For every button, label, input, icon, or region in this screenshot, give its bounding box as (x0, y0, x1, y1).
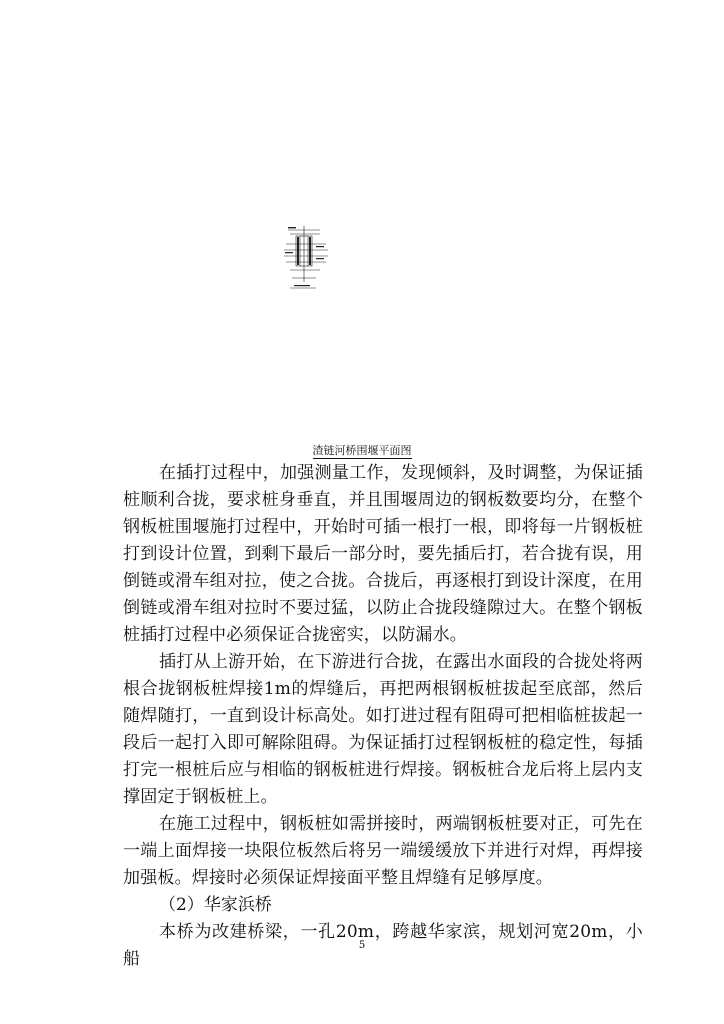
section-heading: （2）华家浜桥 (159, 895, 272, 915)
paragraph-1: 在插打过程中，加强测量工作，发现倾斜，及时调整，为保证插桩顺利合拢，要求桩身垂直，并且围堰周边的钢板数要均分，在整个钢板桩围堰施打过程中，开始时可插一根打一根，即将每一片钢板桩打到设计位置，到剩下最后一部分时，要先插后打，若合拢有误，用倒链或滑车组对拉，使之合拢。合拢后，再逐根打到设计深度，在用倒链或滑车组对拉时不要过猛，以防止合拢段缝隙过大。在整个钢板桩插打过程中必须保证合拢密实，以防漏水。 (123, 463, 643, 645)
paragraph-2: 插打从上游开始，在下游进行合拢，在露出水面段的合拢处将两根合拢钢板桩焊接1m的焊缝后，再把两根钢板桩拔起至底部，然后随焊随打，一直到设计标高处。如打进过程有阻碍可把相临桩拔起一段后一起打入即可解除阻碍。为保证插打过程钢板桩的稳定性，每插打完一根桩后应与相临的钢板桩进行焊接。钢板桩合龙后将上层内支撑固定于钢板桩上。 (123, 652, 643, 807)
page-number: 5 (358, 940, 366, 951)
figure-caption-text: 渣链河桥围堰平面图 (312, 444, 412, 457)
document-body (123, 460, 643, 973)
figure-caption (0, 444, 724, 458)
paragraph-4: 本桥为改建桥梁，一孔20m，跨越华家滨，规划河宽20m，小船 (123, 922, 643, 969)
paragraph-3: 在施工过程中，钢板桩如需拼接时，两端钢板桩要对正，可先在一端上面焊接一块限位板然后将另一端缓缓放下并进行对焊，再焊接加强板。焊接时必须保证焊接面平整且焊缝有足够厚度。 (123, 814, 643, 888)
cofferdam-plan-drawing (276, 222, 336, 294)
